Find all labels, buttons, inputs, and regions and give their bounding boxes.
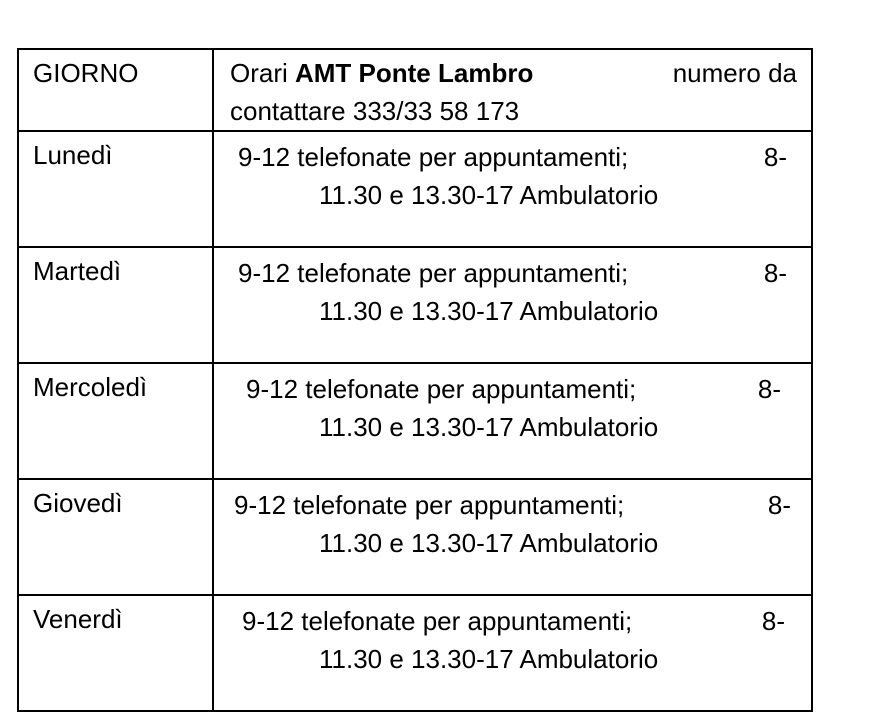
hours-clinic-text: 11.30 e 13.30-17 Ambulatorio: [319, 644, 659, 674]
hours-start-text: 8-: [757, 374, 781, 404]
hours-phone-text: 9-12 telefonate per appuntamenti;: [246, 374, 637, 404]
hours-cell: [213, 247, 812, 363]
header-hours-title: [230, 54, 533, 92]
day-label: Lunedì: [33, 140, 113, 170]
hours-start-text: 8-: [767, 490, 791, 520]
hours-line1: [214, 138, 811, 176]
hours-start-text: 8-: [763, 142, 787, 172]
day-label: Mercoledì: [33, 372, 148, 402]
hours-cell: [213, 131, 812, 247]
hours-cell: [213, 479, 812, 595]
hours-phone-text: 9-12 telefonate per appuntamenti;: [238, 142, 629, 172]
day-cell: [18, 247, 213, 363]
hours-start-text: 8-: [761, 606, 785, 636]
schedule-table: [17, 48, 813, 712]
hours-line1: [214, 370, 811, 408]
header-hours-suffix: numero da: [672, 58, 797, 88]
hours-phone-text: 9-12 telefonate per appuntamenti;: [234, 490, 625, 520]
table-row: [18, 131, 812, 247]
day-cell: [18, 595, 213, 711]
day-label: Martedì: [33, 256, 122, 286]
header-day-cell: [18, 49, 213, 131]
header-hours-line2: contattare 333/33 58 173: [230, 96, 520, 126]
day-cell: [18, 131, 213, 247]
header-hours-prefix: Orari: [230, 58, 295, 88]
day-label: Venerdì: [33, 604, 123, 634]
hours-clinic-text: 11.30 e 13.30-17 Ambulatorio: [319, 296, 659, 326]
hours-clinic-text: 11.30 e 13.30-17 Ambulatorio: [319, 528, 659, 558]
header-hours-line1: [230, 54, 797, 92]
table-row: [18, 247, 812, 363]
hours-phone-text: 9-12 telefonate per appuntamenti;: [242, 606, 633, 636]
hours-cell: [213, 595, 812, 711]
hours-line1: [214, 254, 811, 292]
hours-clinic-text: 11.30 e 13.30-17 Ambulatorio: [319, 180, 659, 210]
header-hours-cell: [213, 49, 812, 131]
header-day-label: GIORNO: [33, 58, 139, 88]
day-cell: [18, 363, 213, 479]
hours-line1: [214, 602, 811, 640]
table-row: [18, 479, 812, 595]
day-cell: [18, 479, 213, 595]
hours-line1: [214, 486, 811, 524]
day-label: Giovedì: [33, 488, 123, 518]
hours-start-text: 8-: [763, 258, 787, 288]
header-row: [18, 49, 812, 131]
hours-clinic-text: 11.30 e 13.30-17 Ambulatorio: [319, 412, 659, 442]
table-row: [18, 363, 812, 479]
hours-cell: [213, 363, 812, 479]
table-row: [18, 595, 812, 711]
hours-phone-text: 9-12 telefonate per appuntamenti;: [238, 258, 629, 288]
header-hours-location: AMT Ponte Lambro: [295, 58, 534, 88]
